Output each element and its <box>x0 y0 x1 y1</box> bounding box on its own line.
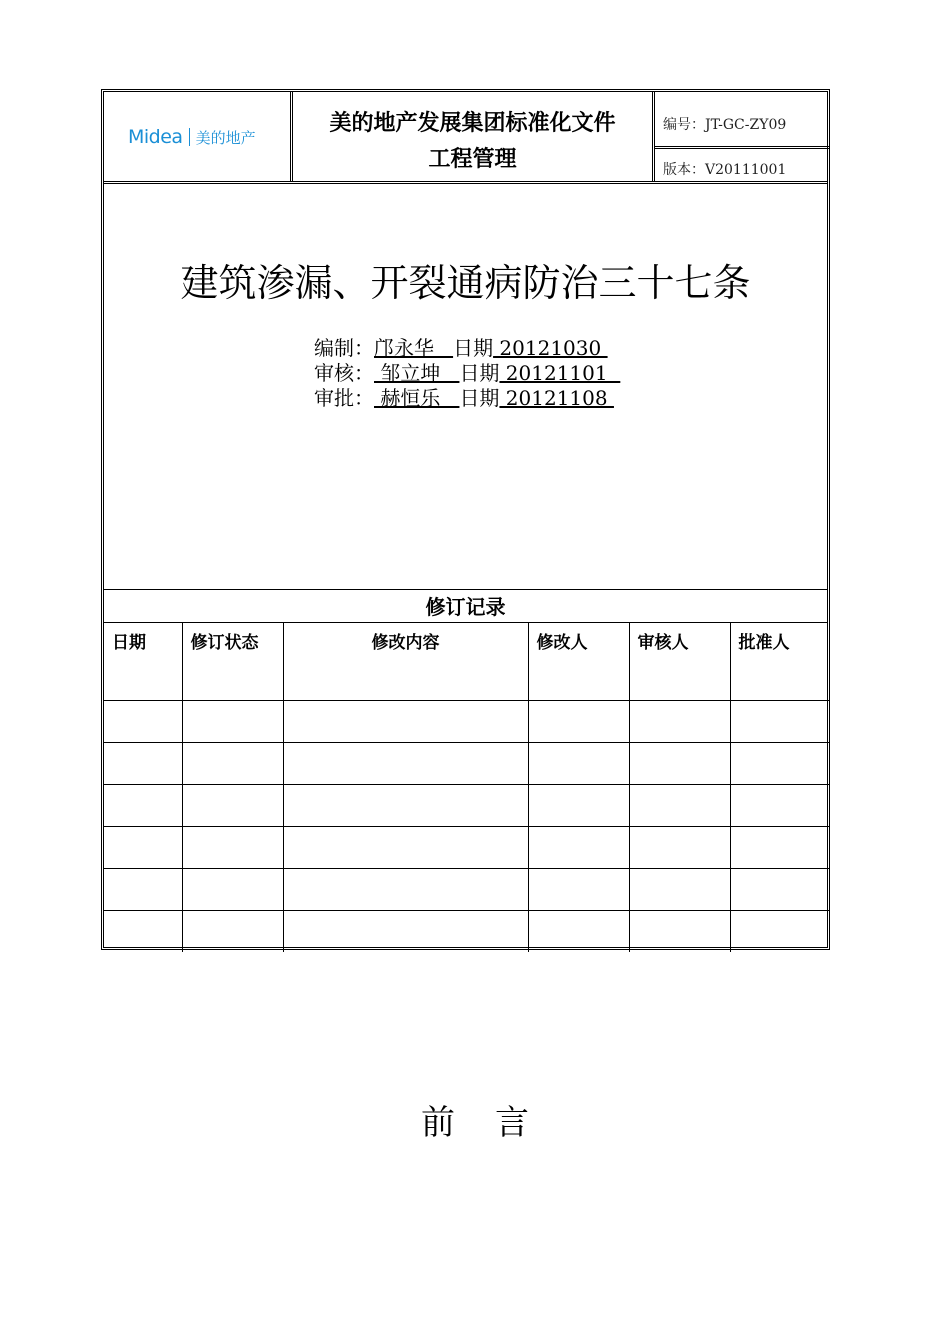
table-cell <box>104 700 182 742</box>
table-cell <box>283 700 528 742</box>
signoff-date: 20121101 <box>499 361 621 385</box>
document-frame <box>101 89 830 950</box>
signoff-date-label: 日期 <box>459 361 500 385</box>
revision-record-title: 修订记录 <box>104 589 827 623</box>
header-meta-cell <box>655 92 830 181</box>
table-cell <box>528 910 629 952</box>
table-cell <box>629 784 730 826</box>
table-cell <box>104 742 182 784</box>
table-cell <box>730 658 830 700</box>
table-cell <box>283 868 528 910</box>
logo-chinese: 美的地产 <box>195 128 256 147</box>
table-cell <box>283 742 528 784</box>
table-cell <box>730 784 830 826</box>
col-status: 修订状态 <box>182 623 283 658</box>
table-cell <box>283 910 528 952</box>
table-cell <box>182 658 283 700</box>
document-code: 编号：JT-GC-ZY09 <box>663 117 787 133</box>
table-cell <box>182 700 283 742</box>
table-cell <box>629 700 730 742</box>
table-row <box>104 826 830 868</box>
table-row <box>104 868 830 910</box>
table-cell <box>730 700 830 742</box>
col-editor: 修改人 <box>528 623 629 658</box>
table-cell <box>528 826 629 868</box>
document-version: 版本：V20111001 <box>663 162 787 178</box>
col-approver: 批准人 <box>730 623 830 658</box>
table-cell <box>730 826 830 868</box>
table-cell <box>182 826 283 868</box>
table-cell <box>104 910 182 952</box>
table-row <box>104 910 830 952</box>
table-row <box>104 700 830 742</box>
logo-divider <box>189 128 190 146</box>
signoff-date: 20121108 <box>499 386 614 410</box>
table-cell <box>629 868 730 910</box>
revision-table <box>104 623 830 952</box>
table-cell <box>528 784 629 826</box>
table-cell <box>629 658 730 700</box>
table-cell <box>182 910 283 952</box>
col-content: 修改内容 <box>283 623 528 658</box>
table-cell <box>730 910 830 952</box>
table-cell <box>104 784 182 826</box>
signoff-date-label: 日期 <box>459 386 500 410</box>
signoff-role: 审核： <box>314 361 374 385</box>
revision-body <box>104 658 830 952</box>
table-cell <box>629 826 730 868</box>
signoff-row <box>314 382 614 411</box>
signoff-name: 邹立坤 <box>374 361 460 385</box>
signoff-date-label: 日期 <box>453 336 494 360</box>
header-title-line2: 工程管理 <box>428 147 517 172</box>
table-cell <box>182 868 283 910</box>
signoff-name: 赫恒乐 <box>374 386 460 410</box>
table-cell <box>629 910 730 952</box>
col-date: 日期 <box>104 623 182 658</box>
signoff-role: 审批： <box>314 386 374 410</box>
header-logo-cell <box>104 92 293 181</box>
table-cell <box>182 784 283 826</box>
table-cell <box>283 658 528 700</box>
signoff-role: 编制： <box>314 336 374 360</box>
logo-english: Midea <box>128 126 183 148</box>
col-reviewer: 审核人 <box>629 623 730 658</box>
table-cell <box>104 658 182 700</box>
table-cell <box>182 742 283 784</box>
preface-title: 前言 <box>421 1103 569 1143</box>
table-row <box>104 658 830 700</box>
signoff-date: 20121030 <box>493 336 608 360</box>
document-title: 建筑渗漏、开裂通病防治三十七条 <box>180 261 751 305</box>
table-cell <box>528 742 629 784</box>
table-cell <box>528 658 629 700</box>
table-cell <box>283 784 528 826</box>
table-cell <box>528 700 629 742</box>
table-cell <box>730 868 830 910</box>
header-divider <box>104 181 827 184</box>
signoff-name: 邝永华 <box>374 336 454 360</box>
header-title-cell <box>293 92 655 181</box>
table-row <box>104 784 830 826</box>
table-cell <box>730 742 830 784</box>
table-cell <box>629 742 730 784</box>
table-cell <box>528 868 629 910</box>
meta-divider <box>655 146 830 149</box>
table-cell <box>104 868 182 910</box>
header-title-line1: 美的地产发展集团标准化文件 <box>329 111 616 136</box>
table-row <box>104 742 830 784</box>
midea-logo <box>128 126 256 148</box>
table-cell <box>104 826 182 868</box>
revision-header-row <box>104 623 830 658</box>
table-cell <box>283 826 528 868</box>
